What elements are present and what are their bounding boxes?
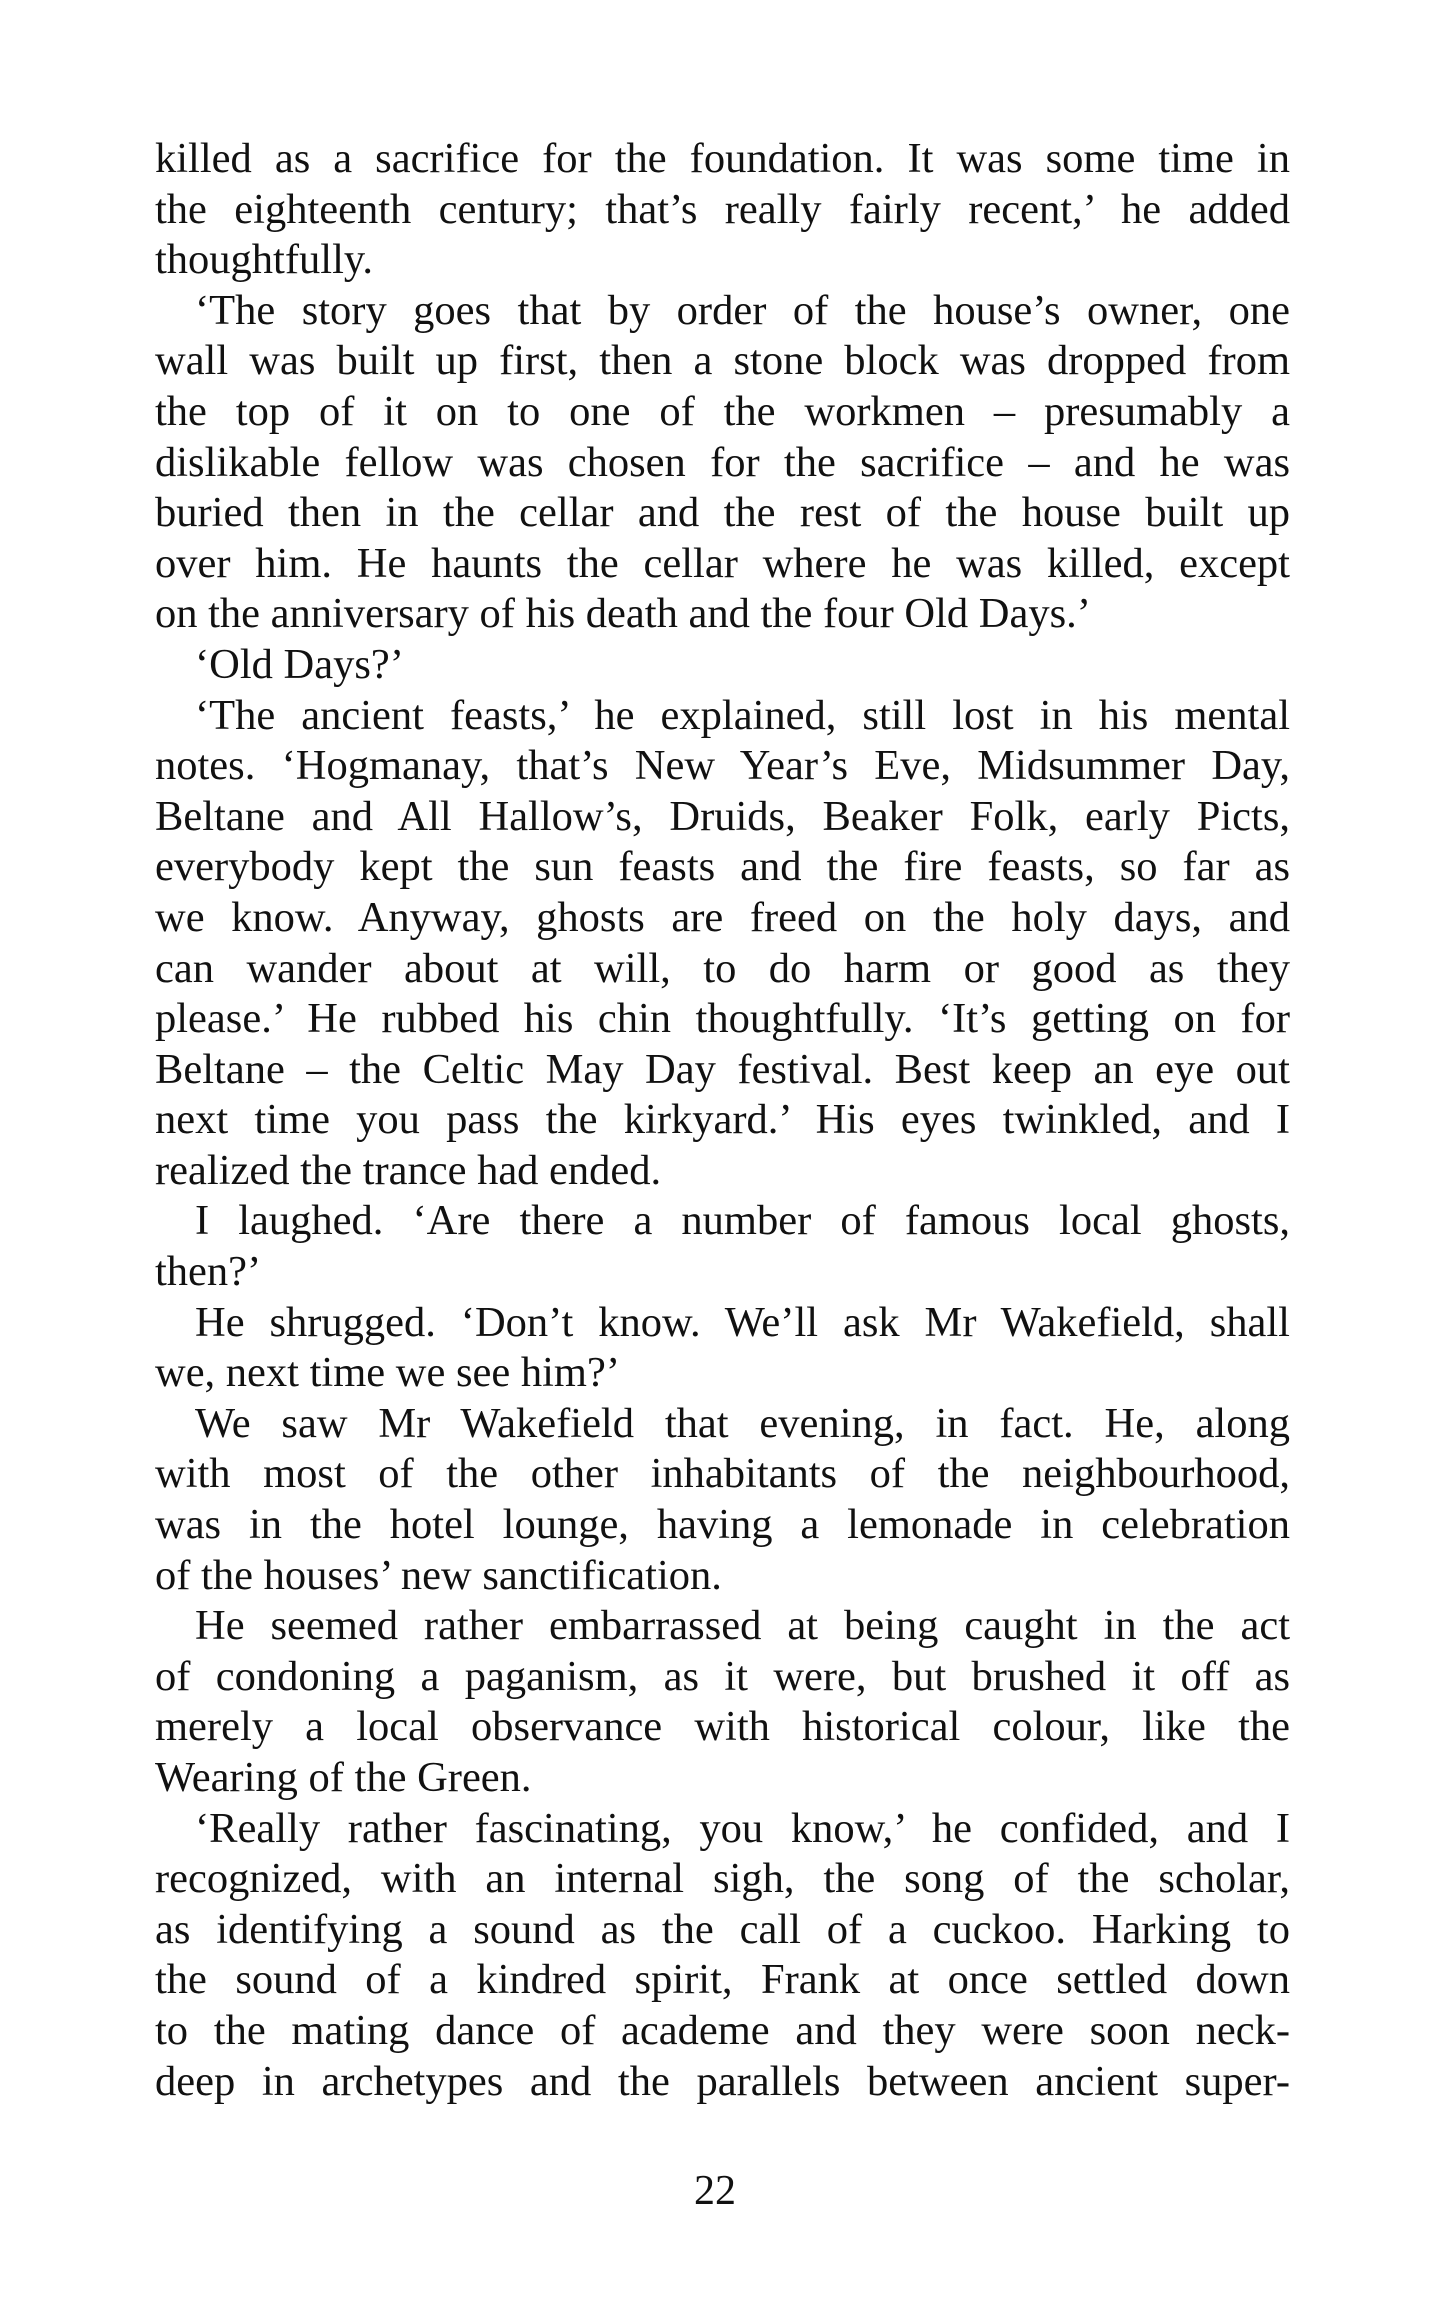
text-line: He seemed rather embarrassed at being caught in the act — [195, 1602, 1290, 1650]
text-line: notes. ‘Hogmanay, that’s New Year’s Eve, Midsummer Day, — [155, 742, 1290, 790]
text-line: buried then in the cellar and the rest of the house built up — [155, 489, 1290, 537]
text-line: the sound of a kindred spirit, Frank at once settled down — [155, 1956, 1290, 2004]
text-line: deep in archetypes and the parallels between ancient super- — [155, 2057, 1290, 2105]
text-line: killed as a sacrifice for the foundation. It was some time in — [155, 135, 1290, 182]
text-line: on the anniversary of his death and the four Old Days.’ — [155, 590, 1091, 638]
text-line: thoughtfully. — [155, 236, 373, 284]
text-line: over him. He haunts the cellar where he was killed, except — [155, 539, 1290, 587]
text-line: as identifying a sound as the call of a cuckoo. Harking to — [155, 1905, 1290, 1953]
text-line: everybody kept the sun feasts and the fire feasts, so far as — [155, 843, 1290, 891]
text-line: of the houses’ new sanctification. — [155, 1551, 722, 1599]
text-line: Beltane – the Celtic May Day festival. Best keep an eye out — [155, 1045, 1290, 1093]
text-line: ‘Really rather fascinating, you know,’ he confided, and I — [195, 1804, 1290, 1852]
text-line: ‘The story goes that by order of the house’s owner, one — [195, 286, 1290, 334]
text-line: can wander about at will, to do harm or good as they — [155, 944, 1290, 992]
text-line: then?’ — [155, 1248, 262, 1296]
text-line: ‘Old Days?’ — [195, 640, 404, 688]
text-line: merely a local observance with historical colour, like the — [155, 1703, 1290, 1751]
text-line: next time you pass the kirkyard.’ His eyes twinkled, and I — [155, 1096, 1290, 1144]
text-line: We saw Mr Wakefield that evening, in fact. He, along — [195, 1399, 1290, 1447]
text-line: we know. Anyway, ghosts are freed on the holy days, and — [155, 893, 1290, 941]
body-text — [155, 134, 1290, 2107]
text-line: please.’ He rubbed his chin thoughtfully. ‘It’s getting on for — [155, 995, 1290, 1043]
text-line: He shrugged. ‘Don’t know. We’ll ask Mr Wakefield, shall — [195, 1298, 1290, 1346]
text-line: dislikable fellow was chosen for the sacrifice – and he was — [155, 438, 1290, 486]
page-number: 22 — [694, 2168, 736, 2214]
text-line: with most of the other inhabitants of the neighbourhood, — [155, 1450, 1290, 1498]
text-line: the eighteenth century; that’s really fairly recent,’ he added — [155, 185, 1290, 233]
text-line: the top of it on to one of the workmen – presumably a — [155, 387, 1290, 435]
text-line: Beltane and All Hallow’s, Druids, Beaker Folk, early Picts, — [155, 792, 1290, 840]
text-line: we, next time we see him?’ — [155, 1349, 620, 1397]
text-line: recognized, with an internal sigh, the song of the scholar, — [155, 1855, 1290, 1903]
text-line: realized the trance had ended. — [155, 1146, 662, 1194]
text-line: I laughed. ‘Are there a number of famous local ghosts, — [195, 1197, 1290, 1245]
text-line: of condoning a paganism, as it were, but brushed it off as — [155, 1652, 1290, 1700]
text-line: wall was built up first, then a stone block was dropped from — [155, 337, 1290, 385]
text-line: ‘The ancient feasts,’ he explained, still lost in his mental — [195, 691, 1290, 739]
text-line: Wearing of the Green. — [155, 1754, 532, 1801]
text-line: was in the hotel lounge, having a lemonade in celebration — [155, 1501, 1290, 1549]
text-line: to the mating dance of academe and they were soon neck- — [155, 2006, 1290, 2054]
